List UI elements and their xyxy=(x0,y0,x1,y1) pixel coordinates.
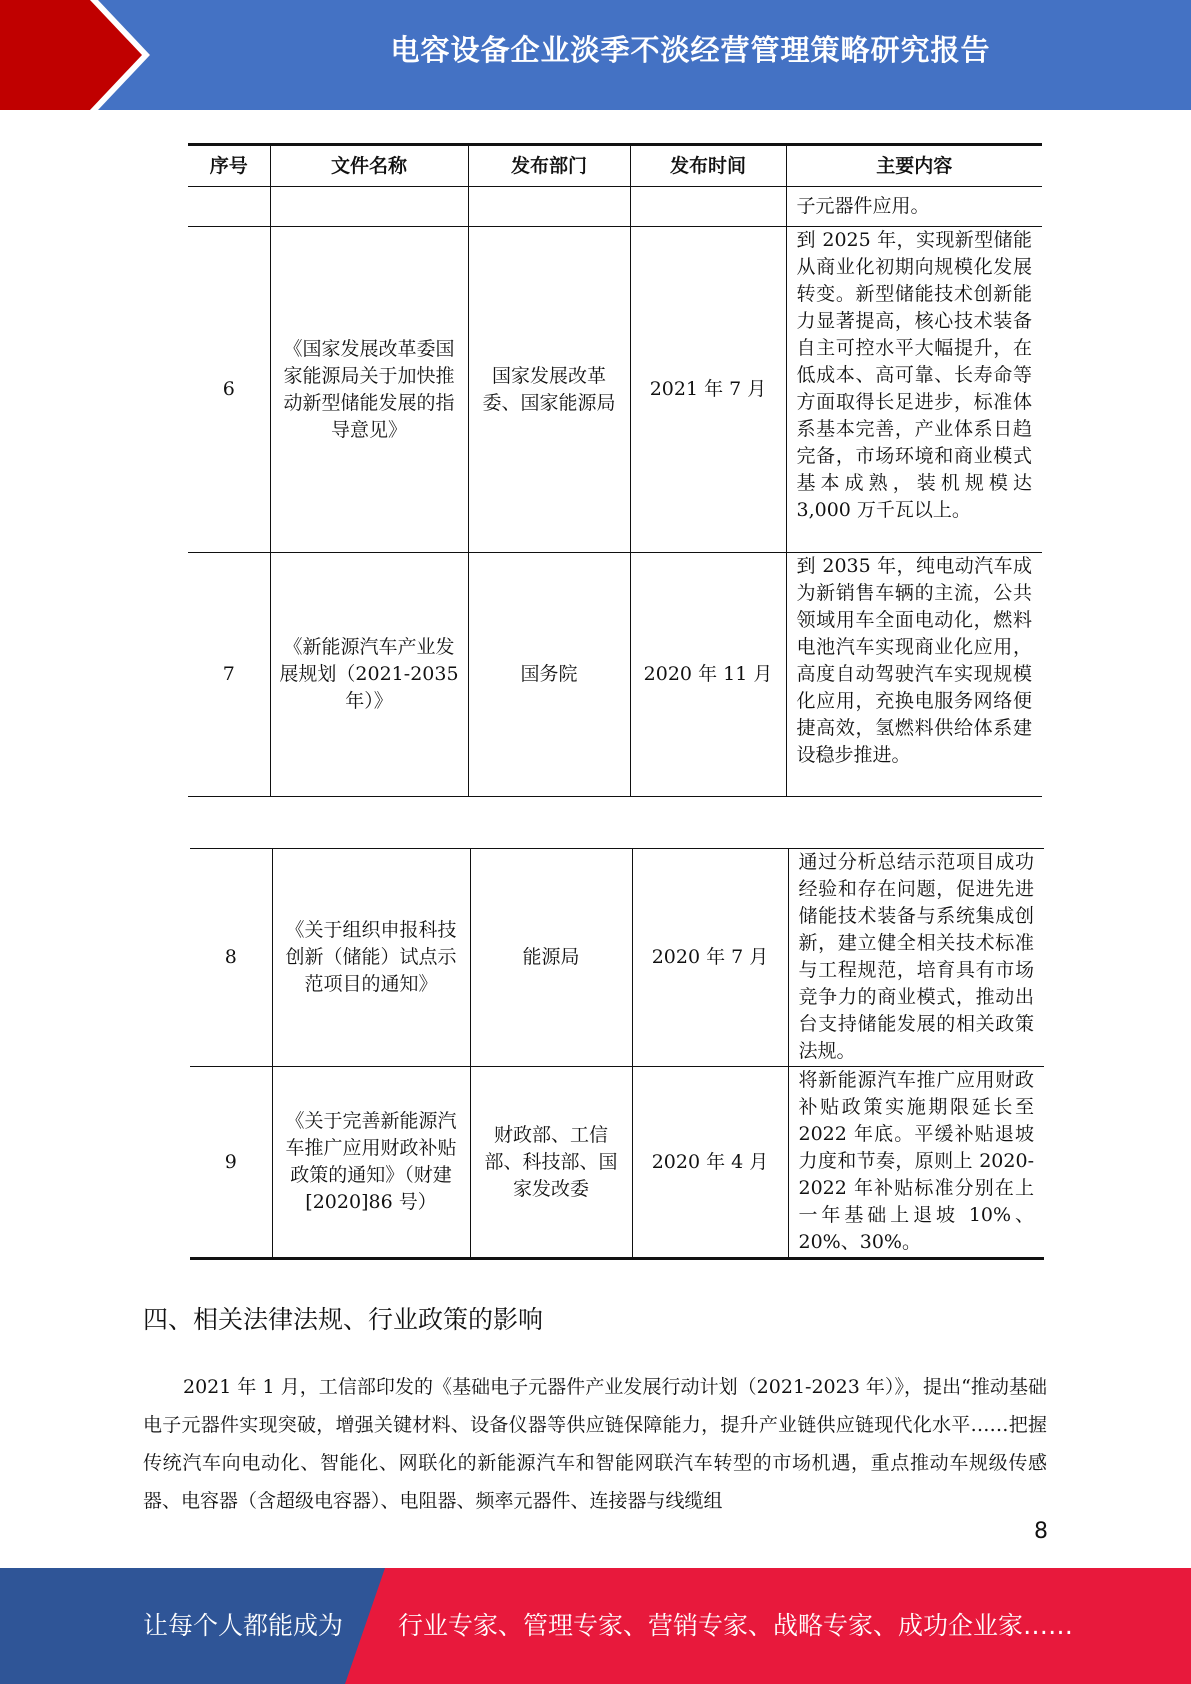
cell-date: 2020 年 11 月 xyxy=(630,553,786,797)
cell-content: 到 2035 年，纯电动汽车成为新销售车辆的主流，公共领域用车全面电动化，燃料电池汽车实现商业化应用，高度自动驾驶汽车实现规模化应用，充换电服务网络便捷高效，氢燃料供给体系建设稳步推进。 xyxy=(786,553,1042,797)
cell-dept: 能源局 xyxy=(470,849,632,1067)
table-row xyxy=(188,553,1042,797)
cell-no: 9 xyxy=(190,1067,272,1259)
section-heading: 四、相关法律法规、行业政策的影响 xyxy=(143,1305,544,1334)
report-title: 电容设备企业淡季不淡经营管理策略研究报告 xyxy=(390,33,991,67)
page-number: 8 xyxy=(1034,1519,1048,1544)
table-row xyxy=(190,1067,1044,1259)
cell-date xyxy=(630,187,786,227)
cell-date: 2020 年 4 月 xyxy=(632,1067,788,1259)
cell-name: 《关于完善新能源汽车推广应用财政补贴政策的通知》（财建[2020]86 号） xyxy=(272,1067,470,1259)
table-header-row xyxy=(188,145,1042,187)
header-dept: 发布部门 xyxy=(468,145,630,187)
policy-table-continued xyxy=(190,848,1044,1260)
table-row xyxy=(190,849,1044,1067)
cell-no: 6 xyxy=(188,227,270,553)
table-row xyxy=(188,187,1042,227)
cell-content: 将新能源汽车推广应用财政补贴政策实施期限延长至 2022 年底。平缓补贴退坡力度和节奏，原则上 2020-2022 年补贴标准分别在上一年基础上退坡 10%、20%、30%。 xyxy=(788,1067,1044,1259)
cell-name: 《国家发展改革委国家能源局关于加快推动新型储能发展的指导意见》 xyxy=(270,227,468,553)
cell-dept: 国家发展改革委、国家能源局 xyxy=(468,227,630,553)
cell-content: 到 2025 年，实现新型储能从商业化初期向规模化发展转变。新型储能技术创新能力显著提高，核心技术装备自主可控水平大幅提升，在低成本、高可靠、长寿命等方面取得长足进步，标准体系基本完善，产业体系日趋完备，市场环境和商业模式基本成熟，装机规模达 3,000 万千瓦以上。 xyxy=(786,227,1042,553)
cell-no xyxy=(188,187,270,227)
cell-name xyxy=(270,187,468,227)
cell-dept xyxy=(468,187,630,227)
policy-table xyxy=(188,143,1042,797)
header-no: 序号 xyxy=(188,145,270,187)
cell-date: 2020 年 7 月 xyxy=(632,849,788,1067)
header-name: 文件名称 xyxy=(270,145,468,187)
cell-dept: 财政部、工信部、科技部、国家发改委 xyxy=(470,1067,632,1259)
cell-dept: 国务院 xyxy=(468,553,630,797)
body-paragraph: 2021 年 1 月，工信部印发的《基础电子元器件产业发展行动计划（2021-2023 年）》，提出“推动基础电子元器件实现突破，增强关键材料、设备仪器等供应链保障能力，提升产业链供应链现代化水平……把握传统汽车向电动化、智能化、网联化的新能源汽车和智能网联汽车转型的市场机遇，重点推动车规级传感器、电容器（含超级电容器）、电阻器、频率元器件、连接器与线缆组 xyxy=(143,1376,1047,1512)
footer-slogan-right: 行业专家、管理专家、营销专家、战略专家、成功企业家…… xyxy=(398,1611,1074,1640)
cell-no: 8 xyxy=(190,849,272,1067)
header-content: 主要内容 xyxy=(786,145,1042,187)
footer-slogan-left: 让每个人都能成为 xyxy=(143,1611,344,1640)
cell-date: 2021 年 7 月 xyxy=(630,227,786,553)
cell-content: 子元器件应用。 xyxy=(786,187,1042,227)
cell-content: 通过分析总结示范项目成功经验和存在问题，促进先进储能技术装备与系统集成创新，建立健全相关技术标准与工程规范，培育具有市场竞争力的商业模式，推动出台支持储能发展的相关政策法规。 xyxy=(788,849,1044,1067)
cell-no: 7 xyxy=(188,553,270,797)
header-date: 发布时间 xyxy=(630,145,786,187)
cell-name: 《关于组织申报科技创新（储能）试点示范项目的通知》 xyxy=(272,849,470,1067)
table-row xyxy=(188,227,1042,553)
footer-banner xyxy=(0,1568,1191,1684)
cell-name: 《新能源汽车产业发展规划（2021-2035 年）》 xyxy=(270,553,468,797)
header-banner xyxy=(0,0,1191,110)
chevron-arrow-icon xyxy=(0,0,150,110)
